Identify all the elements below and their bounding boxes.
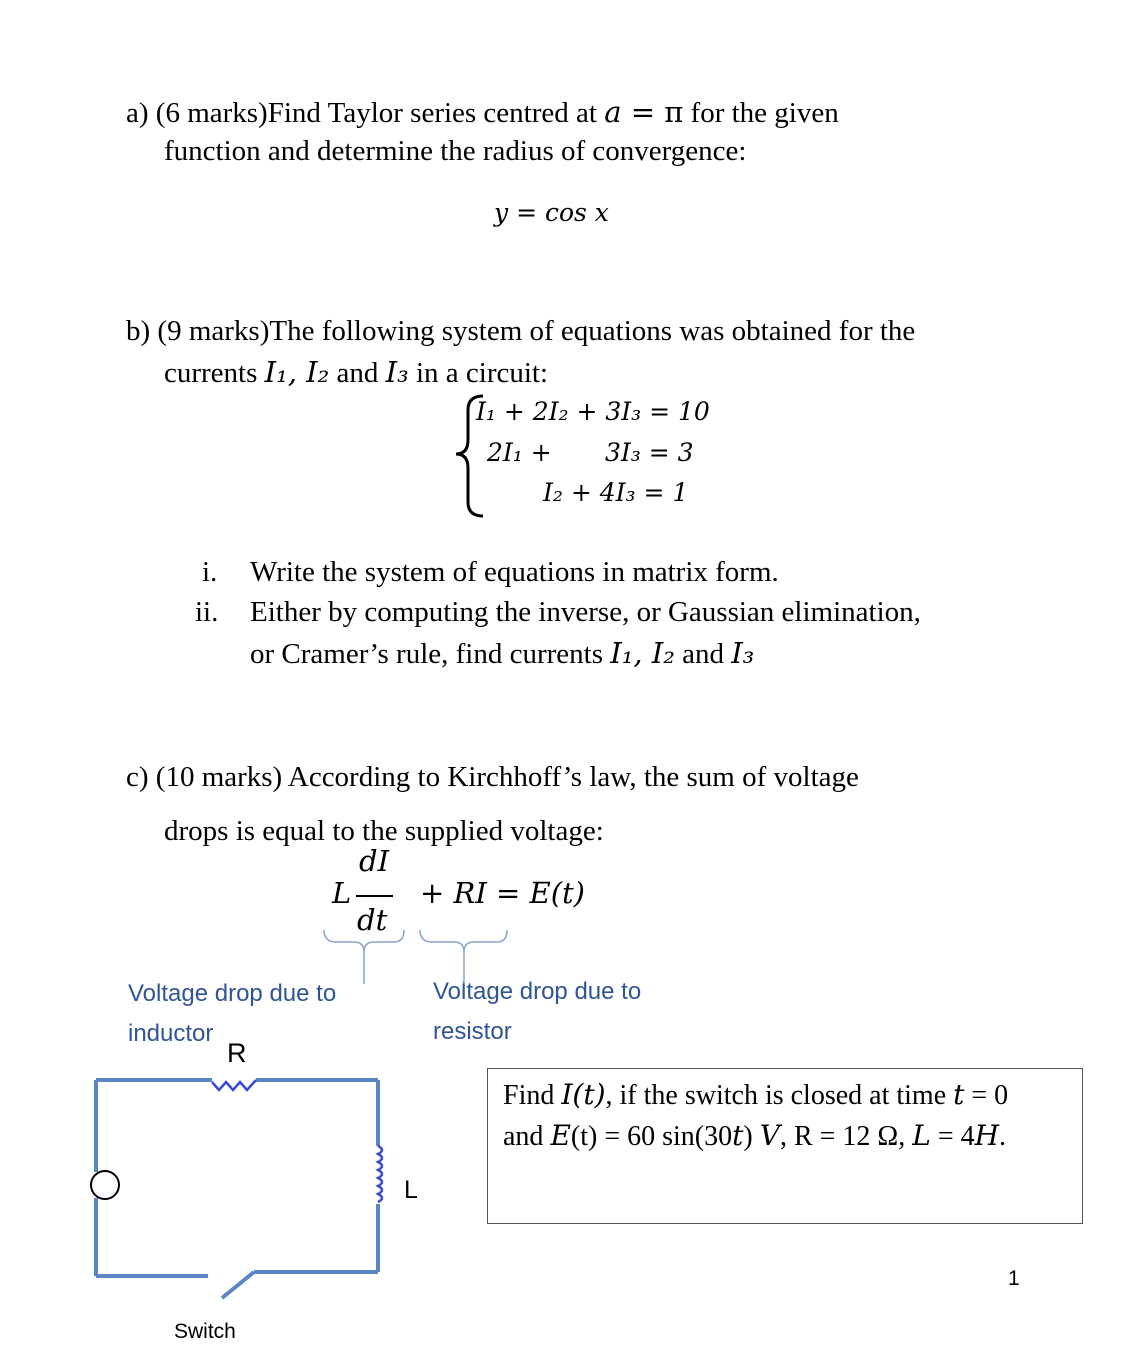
part-b-line1: b) (9 marks)The following system of equations was obtained for the [126, 315, 916, 347]
system-eq-1: I₁ + 2I₂ + 3I₃ = 10 [476, 397, 710, 426]
resistor-underbrace-icon [420, 930, 507, 952]
system-eq-2-left: 2I₁ + [487, 438, 552, 467]
inductor-coil-icon [378, 1146, 382, 1202]
ode-denominator: dt [357, 903, 388, 937]
resistor-drop-label-2: resistor [433, 1018, 512, 1045]
ode-numerator: dI [359, 844, 390, 878]
part-b-item-2-text: Either by computing the inverse, or Gaussian elimination, [250, 596, 921, 628]
part-a-function: y = cos x [494, 198, 609, 227]
ode-L: L [332, 876, 352, 910]
voltage-source-icon [91, 1171, 119, 1199]
task-line1: Find I(t), if the switch is closed at time t = 0 [503, 1078, 1009, 1111]
ode-rest: + RI = E(t) [420, 876, 585, 910]
part-c-line2: drops is equal to the supplied voltage: [164, 815, 604, 847]
part-a-line1: a) (6 marks)Find Taylor series centred at a = π for the given [126, 95, 839, 129]
system-eq-3: I₂ + 4I₃ = 1 [543, 478, 689, 507]
inductor-underbrace-icon [324, 930, 404, 952]
switch-label: Switch [174, 1320, 236, 1343]
resistor-zigzag-icon [212, 1080, 256, 1090]
resistor-drop-label-1: Voltage drop due to [433, 978, 642, 1005]
task-line2: and E(t) = 60 sin(30t) V, R = 12 Ω, L = 4H. [503, 1119, 1007, 1152]
part-b-item-2-num: ii. [195, 596, 219, 628]
circuit-diagram [96, 1080, 378, 1298]
part-b-item-2-line2: or Cramer’s rule, find currents I₁, I₂ and I₃ [250, 636, 755, 670]
system-left-brace-icon [456, 396, 483, 516]
part-b-line2: currents I₁, I₂ and I₃ in a circuit: [164, 355, 549, 389]
system-eq-2-right: 3I₃ = 3 [605, 438, 694, 467]
part-b-item-1-num: i. [202, 556, 218, 588]
switch-lever [222, 1272, 254, 1298]
part-b-item-1-text: Write the system of equations in matrix form. [250, 556, 779, 588]
inductor-drop-label-2: inductor [128, 1020, 214, 1047]
inductor-label: L [404, 1176, 418, 1204]
part-a-line2: function and determine the radius of convergence: [164, 135, 747, 167]
inductor-drop-label-1: Voltage drop due to [128, 980, 337, 1007]
part-c-line1: c) (10 marks) According to Kirchhoff’s law, the sum of voltage [126, 761, 859, 793]
page-number: 1 [1008, 1267, 1020, 1290]
resistor-label: R [227, 1038, 247, 1068]
